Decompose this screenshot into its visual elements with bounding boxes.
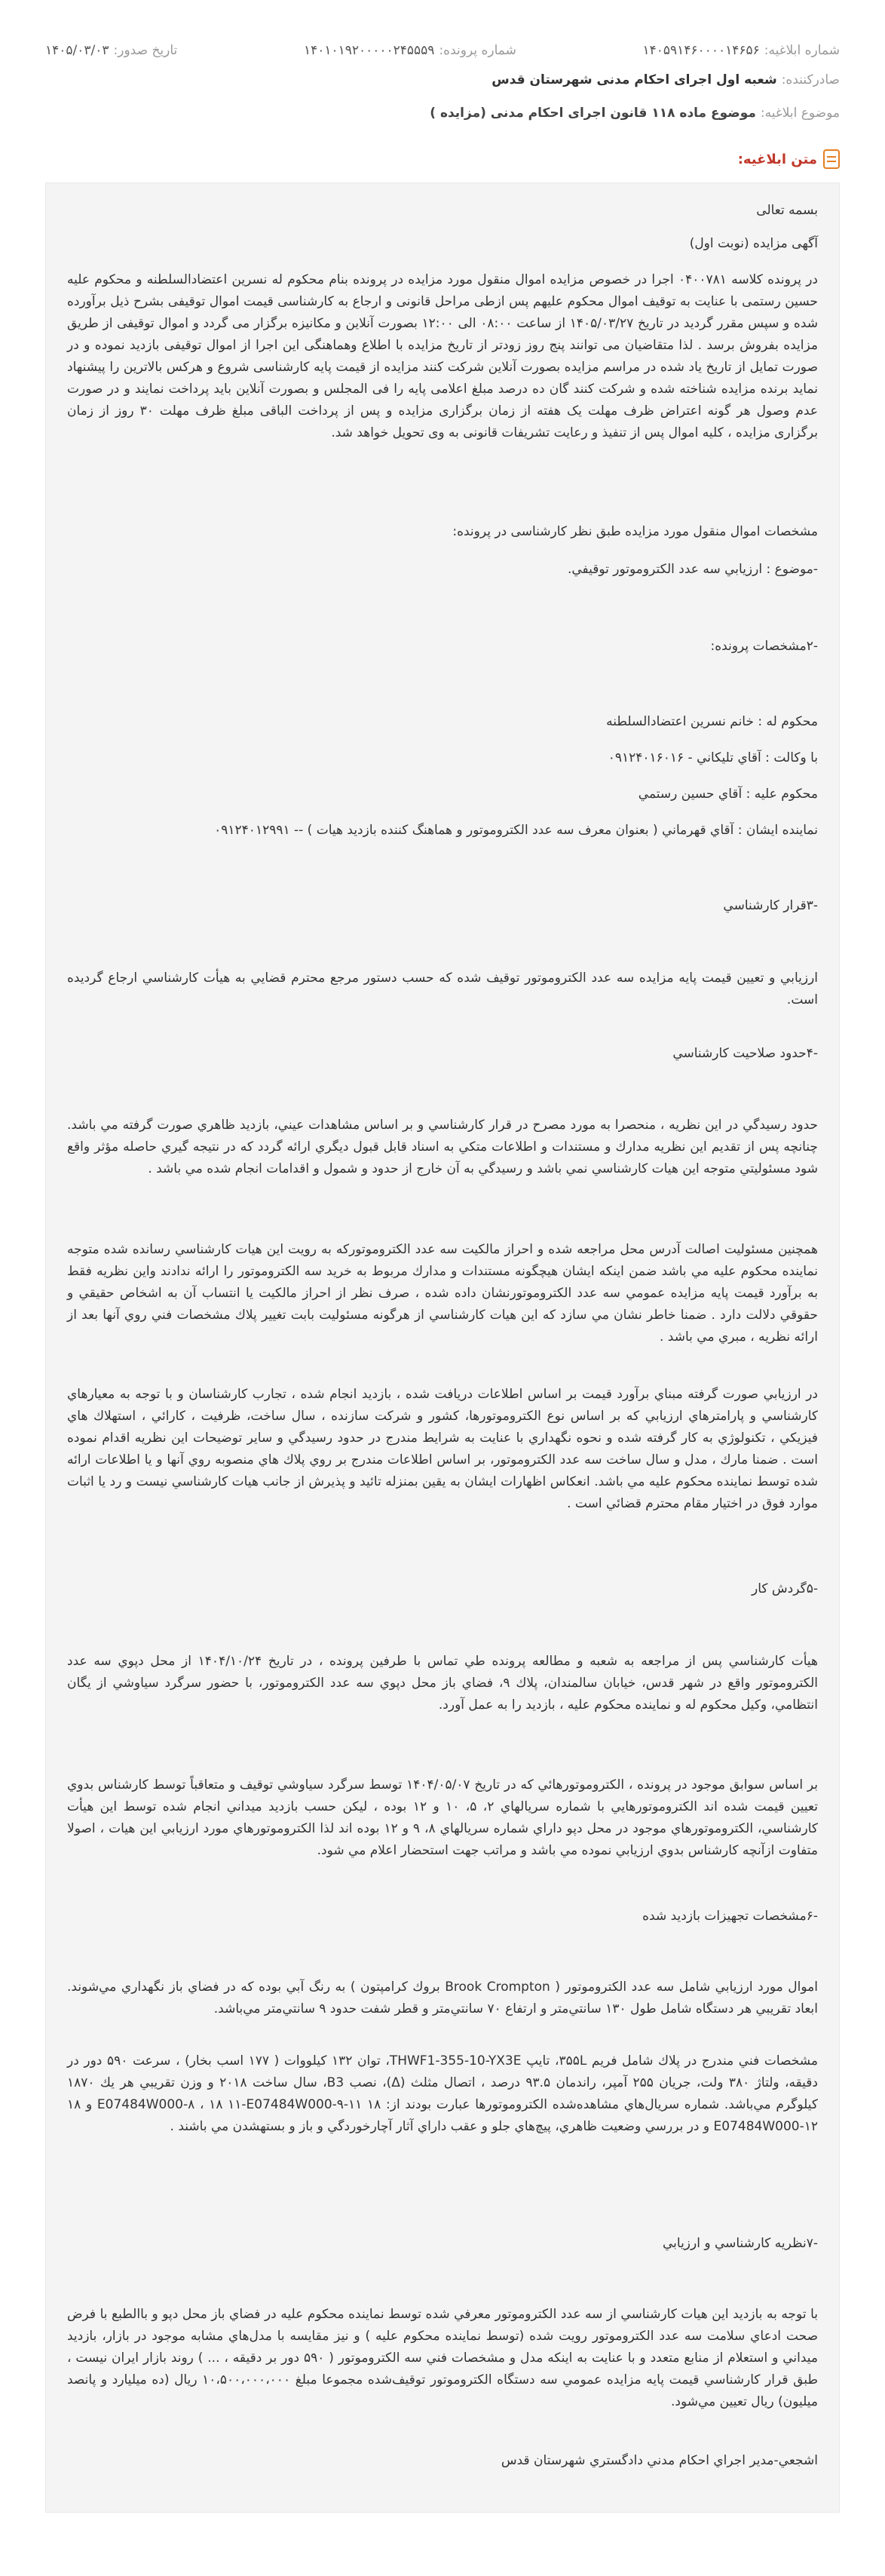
subject-label: موضوع ابلاغیه: <box>760 106 840 121</box>
body-defendant: محكوم عليه : آقاي حسين رستمي <box>638 787 818 802</box>
issue-date <box>45 43 177 58</box>
body-section-6-text-2: مشخصات فني مندرج در پلاك شامل فريم ۳۵۵L، تايپ THWF1-355-10-YX3E، توان ۱۳۲ كيلووات ( ۱۷۷ اسب بخار) ، سرعت ۵۹۰ دور در دقيقه، ولتاژ ۳۸۰ ولت، جريان ۲۵۵ آمپر، راندمان ۹۳.۵ درصد ، اتصال مثلث (Δ)، نصب B3، سال ساخت ۲۰۱۸ و وزن تقريبي هر يك ۱۸۷۰ كيلوگرم مي‌باشد. شماره سريال‌هاي مشاهده‌شده الكتروموتورها عبارت بودند از: ۱۸ ۱۱-E07484W000-۸ ، ۱۸ ۱۱-E07484W000-۹ و ۱۸ ۱۲-E07484W000 و در بررسي وضعيت ظاهري، پيچ‌هاي جلو و عقب داراي آثار آچارخوردگي و باز و بستهشدن مي باشند . <box>67 2053 818 2134</box>
body-section-5-text-2: بر اساس سوابق موجود در پرونده ، الكتروموتورهائي كه در تاريخ ۱۴۰۴/۰۵/۰۷ توسط سرگرد سياوشي توقيف و متعاقباً توسط كارشناس بدوي تعيين قيمت شده اند الكتروموتورهايي با شماره سريالهاي ۲، ۵، ۱۰ و ۱۲ بوده ، ليكن حسب بازديد ميداني انجام شده توسط اين هيأت كارشناسي، الكتروموتورهاي موجود در محل دپو داراي شماره سريالهاي ۸، ۹ و ۱۲ بوده اند لذا الكتروموتورهاي مورد ارزيابي اين هيات ، اصولا متفاوت ازآنچه كارشناس بدوي ارزيابي نموده مي باشد و مراتب جهت استحضار اعلام مي شود. <box>67 1777 818 1858</box>
body-section-4: -۴حدود صلاحيت كارشناسي <box>672 1046 818 1061</box>
document-icon <box>823 149 840 169</box>
notice-meta-row <box>45 39 840 62</box>
body-signature: اشجعي-مدير اجراي احكام مدني دادگستري شهرستان قدس <box>501 2453 818 2468</box>
body-section-7: -۷نظريه كارشناسي و ارزيابي <box>662 2236 818 2251</box>
body-section-3-text: ارزيابي و تعيين قيمت پايه مزايده سه عدد الكتروموتور توقيف شده كه حسب دستور مرجع محترم قضايي به هيأت كارشناسي ارجاع گرديده است. <box>67 971 818 1007</box>
body-subject-line: -موضوع : ارزيابي سه عدد الكتروموتور توقيفي. <box>567 562 818 577</box>
body-representative: نماينده ايشان : آقاي قهرماني ( بعنوان معرف سه عدد الكتروموتور و هماهنگ كننده بازديد هيات ) -- ۰۹۱۲۴۰۱۲۹۹۱ <box>214 823 818 838</box>
issue-date-label: تاریخ صدور: <box>113 43 178 58</box>
issuer-value: شعبه اول اجرای احکام مدنی شهرستان قدس <box>491 72 777 87</box>
notice-text-heading-label: متن ابلاغیه: <box>737 151 817 167</box>
subject-value: موضوع ماده ۱۱۸ قانون اجرای احکام مدنی (مزایده ) <box>430 106 756 121</box>
notice-number-label: شماره ابلاغیه: <box>764 43 840 58</box>
body-section-4-text-3: در ارزيابي صورت گرفته مبناي برآورد قيمت بر اساس اطلاعات دريافت شده ، بازديد انجام شده ، تجارب كارشناسان و با توجه به معيارهاي كارشناسي و پارامترهاي ارزيابي كه بر اساس نوع الكتروموتورها، كشور و شركت سازنده ، سال ساخت، ظرفيت ، كارائي ، استهلاك هاي فيزيكي ، تكنولوژي به كار گرفته شده و نحوه نگهداري با عنايت به شرايط مندرج در حدود رسيدگي و ساير توضيحات اين نظريه اقدام نموده است . ضمنا مارك ، مدل و سال ساخت سه عدد الكتروموتور، بر اساس اطلاعات مندرج بر روي پلاك هاي منصوبه روي آنها و يا اطلاعات ارائه شده توسط نماينده محكوم عليه مي باشد. انعكاس اظهارات ايشان به يقين بمنزله تائيد و پذيرش از جانب هيات كارشناسي نيست و رد يا اثبات موارد فوق در اختيار مقام محترم قضائي است . <box>67 1387 818 1511</box>
body-attorney: با وكالت : آقاي تليكاني - ۰۹۱۲۴۰۱۶۰۱۶ <box>608 750 818 765</box>
body-section-5: -۵گردش كار <box>752 1581 818 1596</box>
notice-body <box>45 182 840 2513</box>
body-section-6-text-1: اموال مورد ارزيابي شامل سه عدد الكتروموتور ( Brook Crompton بروك كرامپتون ) به رنگ آبي بوده كه در فضاي باز نگهداري مي‌شوند. ابعاد تقريبي هر دستگاه شامل طول ۱۳۰ سانتي‌متر و ارتفاع ۷۰ سانتي‌متر و قطر شفت حدود ۹ سانتي‌متر مي‌باشد. <box>67 1980 818 2016</box>
issue-date-value: ۱۴۰۵/۰۳/۰۳ <box>45 43 109 58</box>
body-section-2: -۲مشخصات پرونده: <box>710 639 818 654</box>
notice-number-value: ۱۴۰۵۹۱۴۶۰۰۰۰۱۴۶۵۶ <box>642 43 760 58</box>
file-number-value: ۱۴۰۱۰۱۹۲۰۰۰۰۰۲۴۵۵۵۹ <box>303 43 435 58</box>
body-intro-paragraph: در پرونده کلاسه ۰۴۰۰۷۸۱ اجرا در خصوص مزایده اموال منقول مورد مزایده در پرونده بنام محکوم له نسرین اعتضادالسلطنه و محکوم علیه حسین رستمی با عنایت به توقیف اموال محکوم علیهم پس ازطی مراحل قانونی و ارجاع به کارشناسی قیمت اموال توقیفی بشرح ذیل برآورده شده و سپس مقرر گردید در تاریخ ۱۴۰۵/۰۳/۲۷ از ساعت ۰۸:۰۰ الی ۱۲:۰۰ بصورت آنلاین و مکانیزه برگزار می گردد و اموال توقیفی از طریق مزایده بفروش برسد . لذا متقاضیان می توانند پنج روز زودتر از تاریخ مزایده با اطلاع وهماهنگی این اجرا از اموال توقیفی بازدید نموده و در صورت تمایل از تاریخ یاد شده در مراسم مزایده بصورت آنلاین شرکت کنند مزایده از قیمت پایه کارشناسی شروع و هرکس بالاترین را پیشنهاد نماید برنده مزایده شناخته شده و شرکت کنند گان ده درصد مبلغ اعلامی پایه را فی المجلس و بصورت آنلاین باید پرداخت نمایند و در صورت عدم وصول هر گونه اعتراض ظرف مهلت یک هفته از زمان برگزاری مزایده و پس از پرداخت الباقی مبلغ ظرف مهلت ۳۰ روز از زمان برگزاری مزایده ، کلیه اموال پس از تنفیذ و رعایت تشریفات قانونی به وی تحویل خواهد شد. <box>67 272 818 440</box>
notice-subject <box>430 106 840 121</box>
body-section-4-text-1: حدود رسيدگي در اين نظريه ، منحصرا به مورد مصرح در قرار كارشناسي و بر اساس مشاهدات عيني، بازديد ظاهري صورت گرفته مي باشد. چنانچه پس از تقديم اين نظريه مدارك و مستندات و اطلاعات متكي به اسناد قابل قبول ديگري ارائه گردد كه در نتيجه گيري حاصله مؤثر واقع شود مسئوليتي متوجه اين هيات كارشناسي نمي باشد و رسيدگي به آن خارج از حدود و شمول و اقدامات انجام شده مي باشد . <box>67 1118 818 1176</box>
issuer <box>491 72 840 87</box>
body-title: آگهی مزایده (نوبت اول) <box>689 236 818 251</box>
file-number-label: شماره پرونده: <box>439 43 516 58</box>
body-section-3: -۳قرار كارشناسي <box>723 898 818 913</box>
body-section-4-text-2: همچنين مسئوليت اصالت آدرس محل مراجعه شده و احراز مالكيت سه عدد الكتروموتوركه به رويت اين هيات كارشناسي رسانده شده متوجه نماينده محكوم عليه مي باشد ضمن اينكه ايشان هيچگونه مستندات و مدارك مربوط به خريد سه الكتروموتور را ارائه ندادند واين نظريه فقط به برآورد قيمت پايه مزايده عمومي سه عدد الكتروموتورنشان داده شده ، صرف نظر از احراز مالكيت يا انتساب آن به اشخاص حقيقي و حقوقي دلالت دارد . ضمنا خاطر نشان مي سازد كه اين هيات كارشناسي از هرگونه مسئوليت بابت تغيير پلاك مشخصات فني روي آنها بعد از ارائه نظريه ، مبري مي باشد . <box>67 1242 818 1345</box>
body-section-5-text-1: هيأت كارشناسي پس از مراجعه به شعبه و مطالعه پرونده طي تماس با طرفين پرونده ، در تاريخ ۱۴۰۴/۱۰/۲۴ از محل دپوي سه عدد الكتروموتور واقع در شهر قدس، خيابان سالمندان، پلاك ۹، فضاي باز محل دپوي سه عدد الكتروموتور، با حضور سرگرد سياوشي از يگان انتظامي، وكيل محكوم له و نماينده محكوم عليه ، بازديد را به عمل آورد. <box>67 1654 819 1713</box>
body-assets-heading: مشخصات اموال منقول مورد مزایده طبق نظر کارشناسی در پرونده: <box>452 524 818 539</box>
body-plaintiff: محكوم له : خانم نسرين اعتضادالسلطنه <box>606 714 818 729</box>
body-section-6: -۶مشخصات تجهيزات بازديد شده <box>642 1909 818 1924</box>
notice-number <box>643 43 840 58</box>
issuer-label: صادرکننده: <box>781 72 840 87</box>
body-invocation: بسمه تعالی <box>756 203 818 218</box>
file-number <box>304 43 516 58</box>
body-section-7-text: با توجه به بازديد اين هيات كارشناسي از سه عدد الكتروموتور معرفي شده توسط نماينده محكوم عليه در فضاي باز محل دپو و باالطبع با فرض صحت ادعاي سلامت سه عدد الكتروموتور رويت شده (توسط نماينده محكوم عليه ) و نيز مقايسه با مدل‌هاي مشابه موجود در بازار، بازديد ميداني و استعلام از منابع متعدد و با عنايت به اينكه مدل و مشخصات فني سه الكتروموتور ( ۵۹۰ دور بر دقيقه ، ... ) روند بازار ايران نيست ، طبق قرار كارشناسي قيمت پايه مزايده عمومي سه دستگاه الكتروموتور توقيف‌شده مجموعا مبلغ ۱۰،۵۰۰،۰۰۰،۰۰۰ ريال (ده ميليارد و پانصد ميليون) ريال تعيين مي‌شود. <box>67 2307 818 2409</box>
notice-text-heading <box>738 149 840 169</box>
